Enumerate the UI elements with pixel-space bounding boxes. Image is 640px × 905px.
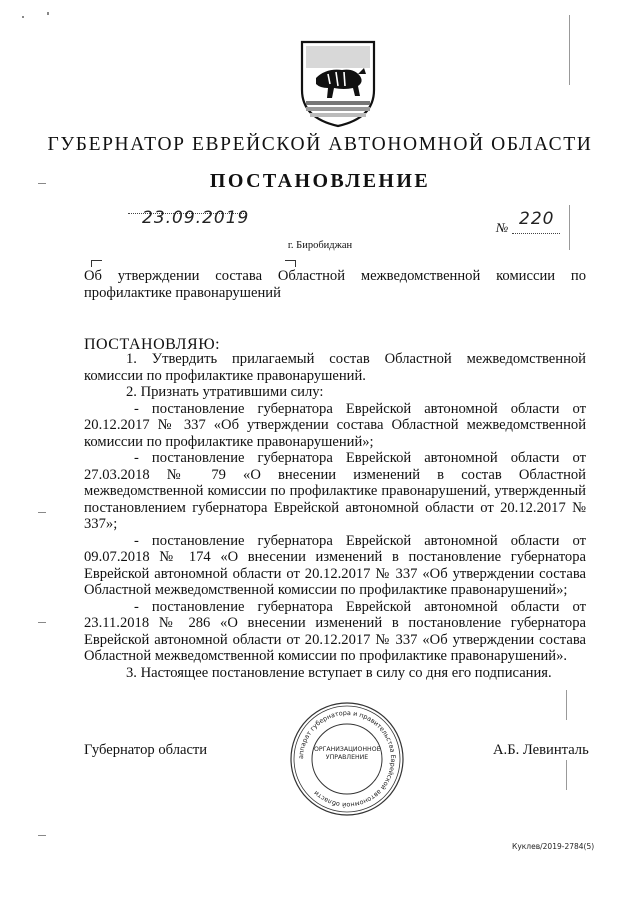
coat-of-arms-emblem	[298, 38, 378, 128]
number-label: №	[496, 220, 509, 235]
paragraph-2: 2. Признать утратившими силу:	[126, 384, 324, 400]
paragraph-3: 3. Настоящее постановление вступает в силу со дня его подписания.	[126, 664, 552, 681]
document-subject: Об утверждении состава Областной межведомственной комиссии по профилактике правонарушений	[84, 268, 586, 301]
scan-speck	[22, 16, 24, 18]
document-registry-code: Куклев/2019-2784(5)	[512, 842, 595, 851]
subject-bracket-left	[91, 260, 102, 267]
document-number: 220	[519, 209, 555, 229]
paragraph-2-item-3: - постановление губернатора Еврейской автономной области от 09.07.2018 № 174 «О внесении изменений в постановление губернатора Еврейской автономной области от 20.12.2017 № 337 «Об утверждении состава Областной межведомственной комиссии по профилактике правонарушений»;	[84, 532, 586, 598]
issue-city: г. Биробиджан	[287, 240, 353, 251]
signatory-role: Губернатор области	[84, 742, 208, 758]
issuing-authority-title: ГУБЕРНАТОР ЕВРЕЙСКОЙ АВТОНОМНОЙ ОБЛАСТИ	[47, 134, 593, 155]
signatory-name: А.Б. Левинталь	[493, 742, 589, 758]
scan-speck	[47, 12, 49, 15]
document-body	[84, 351, 586, 681]
scan-speck	[38, 622, 46, 623]
paragraph-2-item-2: - постановление губернатора Еврейской автономной области от 27.03.2018 № 79 «О внесении изменений в состав Областной межведомственной комиссии по профилактике правонарушений, утвержденный постановлением губернатора Еврейской автономной области от 20.12.2017 № 337»;	[84, 450, 586, 532]
paragraph-2-item-1: - постановление губернатора Еврейской автономной области от 20.12.2017 № 337 «Об утверждении состава Областной межведомственной комиссии по профилактике правонарушений»;	[84, 400, 586, 450]
stamp-ring-text: аппарат губернатора и правительства Еврейской автономной области	[296, 708, 398, 810]
document-type-heading: ПОСТАНОВЛЕНИЕ	[209, 170, 431, 192]
scan-speck	[38, 183, 46, 184]
scan-edge-line	[566, 760, 567, 790]
stamp-center-text: ОРГАНИЗАЦИОННОЕ УПРАВЛЕНИЕ	[314, 746, 380, 761]
scan-edge-line	[569, 15, 570, 85]
paragraph-1: 1. Утвердить прилагаемый состав Областной межведомственной комиссии по профилактике правонарушений.	[84, 351, 586, 384]
official-stamp	[288, 700, 406, 818]
decree-word: ПОСТАНОВЛЯЮ:	[84, 336, 221, 353]
subject-bracket-right	[285, 260, 296, 267]
paragraph-2-item-4: - постановление губернатора Еврейской автономной области от 23.11.2018 № 286 «О внесении изменений в постановление губернатора Еврейской автономной области от 20.12.2017 № 337 «Об утверждении состава Областной межведомственной комиссии по профилактике правонарушений».	[84, 598, 586, 664]
scan-speck	[38, 512, 46, 513]
document-date: 23.09.2019	[142, 208, 250, 228]
scan-edge-line	[566, 690, 567, 720]
number-underline	[512, 233, 560, 234]
scan-edge-line	[569, 205, 570, 250]
scan-speck	[38, 835, 46, 836]
